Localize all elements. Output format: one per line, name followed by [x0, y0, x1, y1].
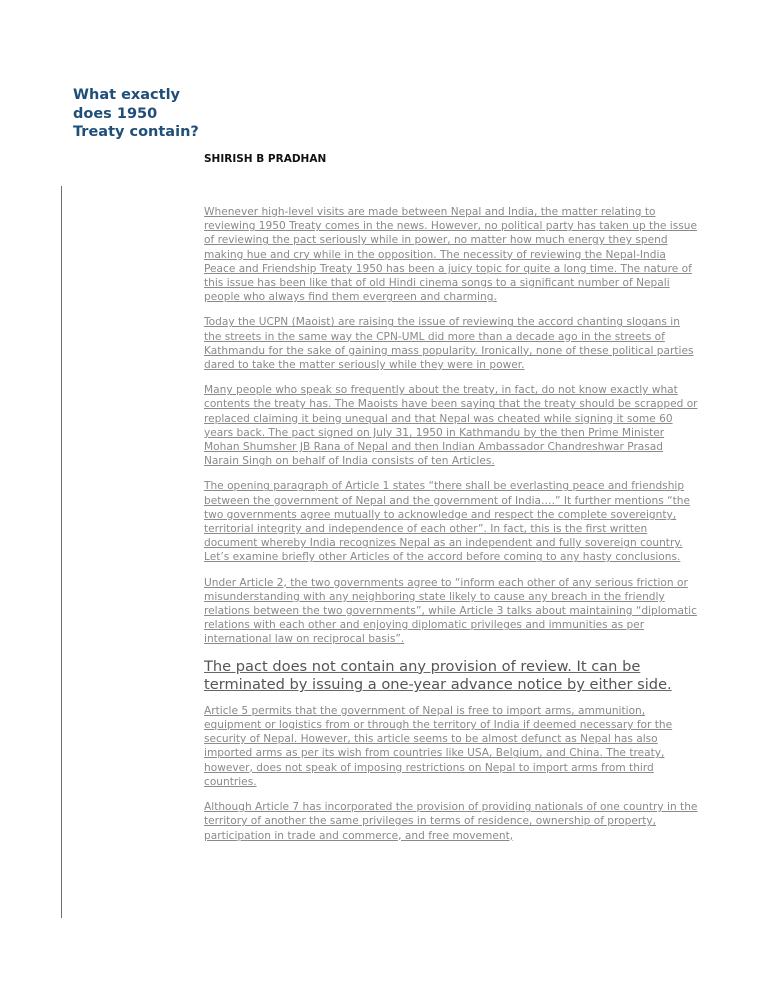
article-body	[204, 205, 698, 854]
author-byline: SHIRISH B PRADHAN	[204, 153, 327, 165]
paragraph[interactable]: Under Article 2, the two governments agree to “inform each other of any serious friction or misunderstanding with any neighboring state likely to cause any breach in the friendly relations between the two governments”, while Article 3 talks about maintaining “diplomatic relations with each other and enjoying diplomatic privileges and immunities as per international law on reciprocal basis”.	[204, 576, 697, 646]
paragraph[interactable]: The opening paragraph of Article 1 states “there shall be everlasting peace and friendship between the government of Nepal and the government of India….” It further mentions “the two governments agree mutually to acknowledge and respect the complete sovereignty, territorial integrity and independence of each other”. In fact, this is the first written document whereby India recognizes Nepal as an independent and fully sovereign country. Let’s examine briefly other Articles of the accord before coming to any hasty conclusions.	[204, 480, 690, 564]
paragraph[interactable]: Although Article 7 has incorporated the provision of providing nationals of one country in the territory of another the same privileges in terms of residence, ownership of property, participation in trade and commerce, and free movement,	[204, 801, 698, 842]
paragraph[interactable]: Today the UCPN (Maoist) are raising the issue of reviewing the accord chanting slogans in the streets in the same way the CPN-UML did more than a decade ago in the streets of Kathmandu for the sake of gaining mass popularity. Ironically, none of these political parties dared to take the matter seriously while they were in power.	[204, 316, 694, 372]
pull-quote[interactable]: The pact does not contain any provision of review. It can be terminated by issuing a one-year advance notice by either side.	[204, 657, 672, 694]
paragraph[interactable]: Whenever high-level visits are made between Nepal and India, the matter relating to reviewing 1950 Treaty comes in the news. However, no political party has taken up the issue of reviewing the pact seriously while in power, no matter how much energy they spend making hue and cry while in the opposition. The necessity of reviewing the Nepal-India Peace and Friendship Treaty 1950 has been a juicy topic for quite a long time. The nature of this issue has been like that of old Hindi cinema songs to a significant number of Nepali people who always find them evergreen and charming.	[204, 206, 698, 304]
article-title: What exactly does 1950 Treaty contain?	[73, 87, 199, 140]
paragraph[interactable]: Article 5 permits that the government of Nepal is free to import arms, ammunition, equipment or logistics from or through the territory of India if deemed necessary for the security of Nepal. However, this article seems to be almost defunct as Nepal has also imported arms as per its wish from countries like USA, Belgium, and China. The treaty, however, does not speak of imposing restrictions on Nepal to import arms from third countries.	[204, 704, 673, 788]
left-divider	[61, 186, 62, 918]
paragraph[interactable]: Many people who speak so frequently about the treaty, in fact, do not know exactly what contents the treaty has. The Maoists have been saying that the treaty should be scrapped or replaced claiming it being unequal and that Nepal was cheated while signing it some 60 years back. The pact signed on July 31, 1950 in Kathmandu by the then Prime Minister Mohan Shumsher JB Rana of Nepal and then Indian Ambassador Chandreshwar Prasad Narain Singh on behalf of India consists of ten Articles.	[204, 384, 698, 468]
